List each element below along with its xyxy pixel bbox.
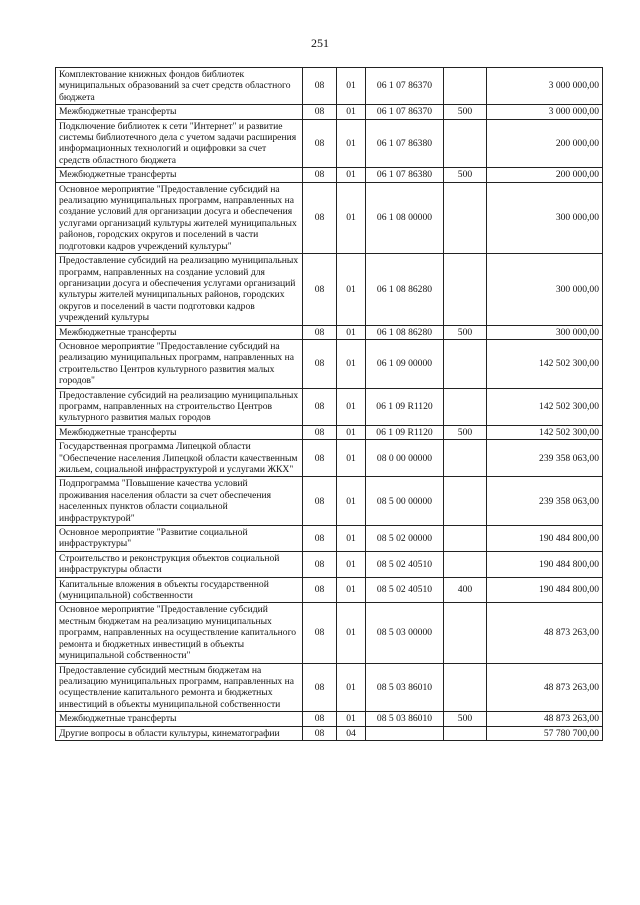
table-row bbox=[56, 388, 603, 425]
expense-type-cell: 500 bbox=[444, 168, 487, 182]
amount-cell: 190 484 800,00 bbox=[487, 577, 603, 603]
section-cell: 08 bbox=[303, 388, 337, 425]
subsection-cell: 01 bbox=[337, 168, 366, 182]
expense-type-cell bbox=[444, 254, 487, 325]
subsection-cell: 01 bbox=[337, 663, 366, 712]
row-name-cell: Межбюджетные трансферты bbox=[56, 425, 303, 439]
amount-cell: 57 780 700,00 bbox=[487, 726, 603, 740]
row-name-cell: Строительство и реконструкция объектов социальной инфраструктуры области bbox=[56, 551, 303, 577]
page-number: 251 bbox=[311, 36, 329, 50]
row-name-cell: Основное мероприятие "Предоставление субсидий местным бюджетам на реализацию муниципальных программ, направленных на осуществление капитального ремонта и бюджетных инвестиций в объекты муниципальной собственности" bbox=[56, 603, 303, 663]
amount-cell: 3 000 000,00 bbox=[487, 105, 603, 119]
amount-cell: 190 484 800,00 bbox=[487, 551, 603, 577]
table-row bbox=[56, 325, 603, 339]
table-row bbox=[56, 119, 603, 168]
target-code-cell bbox=[366, 726, 444, 740]
section-cell: 08 bbox=[303, 339, 337, 388]
table-row bbox=[56, 577, 603, 603]
amount-cell: 239 358 063,00 bbox=[487, 477, 603, 526]
subsection-cell: 04 bbox=[337, 726, 366, 740]
table-row bbox=[56, 254, 603, 325]
expense-type-cell: 500 bbox=[444, 105, 487, 119]
subsection-cell: 01 bbox=[337, 440, 366, 477]
section-cell: 08 bbox=[303, 254, 337, 325]
amount-cell: 48 873 263,00 bbox=[487, 663, 603, 712]
expense-type-cell: 400 bbox=[444, 577, 487, 603]
row-name-cell: Межбюджетные трансферты bbox=[56, 712, 303, 726]
table-row bbox=[56, 477, 603, 526]
expense-type-cell bbox=[444, 603, 487, 663]
table-row bbox=[56, 663, 603, 712]
amount-cell: 200 000,00 bbox=[487, 119, 603, 168]
expense-type-cell bbox=[444, 440, 487, 477]
subsection-cell: 01 bbox=[337, 325, 366, 339]
subsection-cell: 01 bbox=[337, 182, 366, 253]
target-code-cell: 06 1 07 86370 bbox=[366, 105, 444, 119]
target-code-cell: 06 1 09 R1120 bbox=[366, 388, 444, 425]
row-name-cell: Подключение библиотек к сети "Интернет" и развитие системы библиотечного дела с учетом задачи расширения информационных технологий и оцифровки за счет средств областного бюджета bbox=[56, 119, 303, 168]
subsection-cell: 01 bbox=[337, 425, 366, 439]
amount-cell: 142 502 300,00 bbox=[487, 388, 603, 425]
row-name-cell: Предоставление субсидий местным бюджетам на реализацию муниципальных программ, направленных на осуществление капитального ремонта и бюджетных инвестиций в объекты муниципальной собственности bbox=[56, 663, 303, 712]
subsection-cell: 01 bbox=[337, 526, 366, 552]
amount-cell: 142 502 300,00 bbox=[487, 425, 603, 439]
target-code-cell: 06 1 07 86380 bbox=[366, 168, 444, 182]
section-cell: 08 bbox=[303, 68, 337, 105]
subsection-cell: 01 bbox=[337, 577, 366, 603]
table-row bbox=[56, 425, 603, 439]
target-code-cell: 06 1 09 R1120 bbox=[366, 425, 444, 439]
table-row bbox=[56, 168, 603, 182]
row-name-cell: Другие вопросы в области культуры, кинематографии bbox=[56, 726, 303, 740]
section-cell: 08 bbox=[303, 477, 337, 526]
target-code-cell: 06 1 07 86380 bbox=[366, 119, 444, 168]
amount-cell: 48 873 263,00 bbox=[487, 712, 603, 726]
table-row bbox=[56, 105, 603, 119]
section-cell: 08 bbox=[303, 712, 337, 726]
target-code-cell: 08 5 00 00000 bbox=[366, 477, 444, 526]
expense-type-cell: 500 bbox=[444, 712, 487, 726]
section-cell: 08 bbox=[303, 577, 337, 603]
expense-type-cell bbox=[444, 726, 487, 740]
target-code-cell: 08 5 03 00000 bbox=[366, 603, 444, 663]
expense-type-cell: 500 bbox=[444, 325, 487, 339]
section-cell: 08 bbox=[303, 168, 337, 182]
row-name-cell: Основное мероприятие "Развитие социальной инфраструктуры" bbox=[56, 526, 303, 552]
target-code-cell: 08 5 02 40510 bbox=[366, 577, 444, 603]
row-name-cell: Межбюджетные трансферты bbox=[56, 325, 303, 339]
expense-type-cell bbox=[444, 119, 487, 168]
amount-cell: 48 873 263,00 bbox=[487, 603, 603, 663]
target-code-cell: 06 1 08 00000 bbox=[366, 182, 444, 253]
expense-type-cell bbox=[444, 526, 487, 552]
section-cell: 08 bbox=[303, 663, 337, 712]
row-name-cell: Межбюджетные трансферты bbox=[56, 105, 303, 119]
amount-cell: 239 358 063,00 bbox=[487, 440, 603, 477]
target-code-cell: 06 1 08 86280 bbox=[366, 325, 444, 339]
expense-type-cell bbox=[444, 68, 487, 105]
row-name-cell: Основное мероприятие "Предоставление субсидий на реализацию муниципальных программ, направленных на строительство Центров культурного развития малых городов" bbox=[56, 339, 303, 388]
section-cell: 08 bbox=[303, 425, 337, 439]
row-name-cell: Предоставление субсидий на реализацию муниципальных программ, направленных на создание условий для организации досуга и обеспечения услугами организаций культуры жителей муниципальных районов, городских округов и поселений в части подготовки кадров учреждений культуры bbox=[56, 254, 303, 325]
section-cell: 08 bbox=[303, 182, 337, 253]
table-row bbox=[56, 551, 603, 577]
expense-type-cell bbox=[444, 663, 487, 712]
subsection-cell: 01 bbox=[337, 105, 366, 119]
expense-type-cell bbox=[444, 477, 487, 526]
table-row bbox=[56, 712, 603, 726]
table-row bbox=[56, 726, 603, 740]
target-code-cell: 06 1 09 00000 bbox=[366, 339, 444, 388]
table-row bbox=[56, 182, 603, 253]
table-row bbox=[56, 526, 603, 552]
subsection-cell: 01 bbox=[337, 603, 366, 663]
section-cell: 08 bbox=[303, 551, 337, 577]
amount-cell: 142 502 300,00 bbox=[487, 339, 603, 388]
target-code-cell: 08 5 03 86010 bbox=[366, 663, 444, 712]
row-name-cell: Предоставление субсидий на реализацию муниципальных программ, направленных на строительство Центров культурного развития малых городов bbox=[56, 388, 303, 425]
expense-type-cell bbox=[444, 339, 487, 388]
subsection-cell: 01 bbox=[337, 119, 366, 168]
table-row bbox=[56, 68, 603, 105]
row-name-cell: Подпрограмма "Повышение качества условий проживания населения области за счет обеспечения населенных пунктов области социальной инфраструктурой" bbox=[56, 477, 303, 526]
amount-cell: 200 000,00 bbox=[487, 168, 603, 182]
target-code-cell: 06 1 07 86370 bbox=[366, 68, 444, 105]
budget-table-body bbox=[56, 68, 603, 741]
expense-type-cell bbox=[444, 388, 487, 425]
row-name-cell: Капитальные вложения в объекты государственной (муниципальной) собственности bbox=[56, 577, 303, 603]
subsection-cell: 01 bbox=[337, 68, 366, 105]
target-code-cell: 08 5 02 40510 bbox=[366, 551, 444, 577]
budget-table bbox=[55, 67, 603, 741]
row-name-cell: Межбюджетные трансферты bbox=[56, 168, 303, 182]
amount-cell: 3 000 000,00 bbox=[487, 68, 603, 105]
subsection-cell: 01 bbox=[337, 477, 366, 526]
section-cell: 08 bbox=[303, 119, 337, 168]
amount-cell: 190 484 800,00 bbox=[487, 526, 603, 552]
table-row bbox=[56, 603, 603, 663]
expense-type-cell bbox=[444, 551, 487, 577]
row-name-cell: Комплектование книжных фондов библиотек муниципальных образований за счет средств областного бюджета bbox=[56, 68, 303, 105]
expense-type-cell: 500 bbox=[444, 425, 487, 439]
amount-cell: 300 000,00 bbox=[487, 182, 603, 253]
amount-cell: 300 000,00 bbox=[487, 254, 603, 325]
target-code-cell: 08 5 02 00000 bbox=[366, 526, 444, 552]
subsection-cell: 01 bbox=[337, 254, 366, 325]
subsection-cell: 01 bbox=[337, 712, 366, 726]
subsection-cell: 01 bbox=[337, 551, 366, 577]
section-cell: 08 bbox=[303, 526, 337, 552]
table-row bbox=[56, 339, 603, 388]
row-name-cell: Основное мероприятие "Предоставление субсидий на реализацию муниципальных программ, направленных на создание условий для организации досуга и обеспечения услугами организаций культуры жителей муниципальных районов, городских округов и поселений в части подготовки кадров учреждений культуры" bbox=[56, 182, 303, 253]
amount-cell: 300 000,00 bbox=[487, 325, 603, 339]
expense-type-cell bbox=[444, 182, 487, 253]
section-cell: 08 bbox=[303, 440, 337, 477]
row-name-cell: Государственная программа Липецкой области "Обеспечение населения Липецкой области качественным жильем, социальной инфраструктурой и услугами ЖКХ" bbox=[56, 440, 303, 477]
section-cell: 08 bbox=[303, 603, 337, 663]
target-code-cell: 08 5 03 86010 bbox=[366, 712, 444, 726]
target-code-cell: 08 0 00 00000 bbox=[366, 440, 444, 477]
section-cell: 08 bbox=[303, 105, 337, 119]
target-code-cell: 06 1 08 86280 bbox=[366, 254, 444, 325]
subsection-cell: 01 bbox=[337, 388, 366, 425]
section-cell: 08 bbox=[303, 726, 337, 740]
section-cell: 08 bbox=[303, 325, 337, 339]
subsection-cell: 01 bbox=[337, 339, 366, 388]
table-row bbox=[56, 440, 603, 477]
